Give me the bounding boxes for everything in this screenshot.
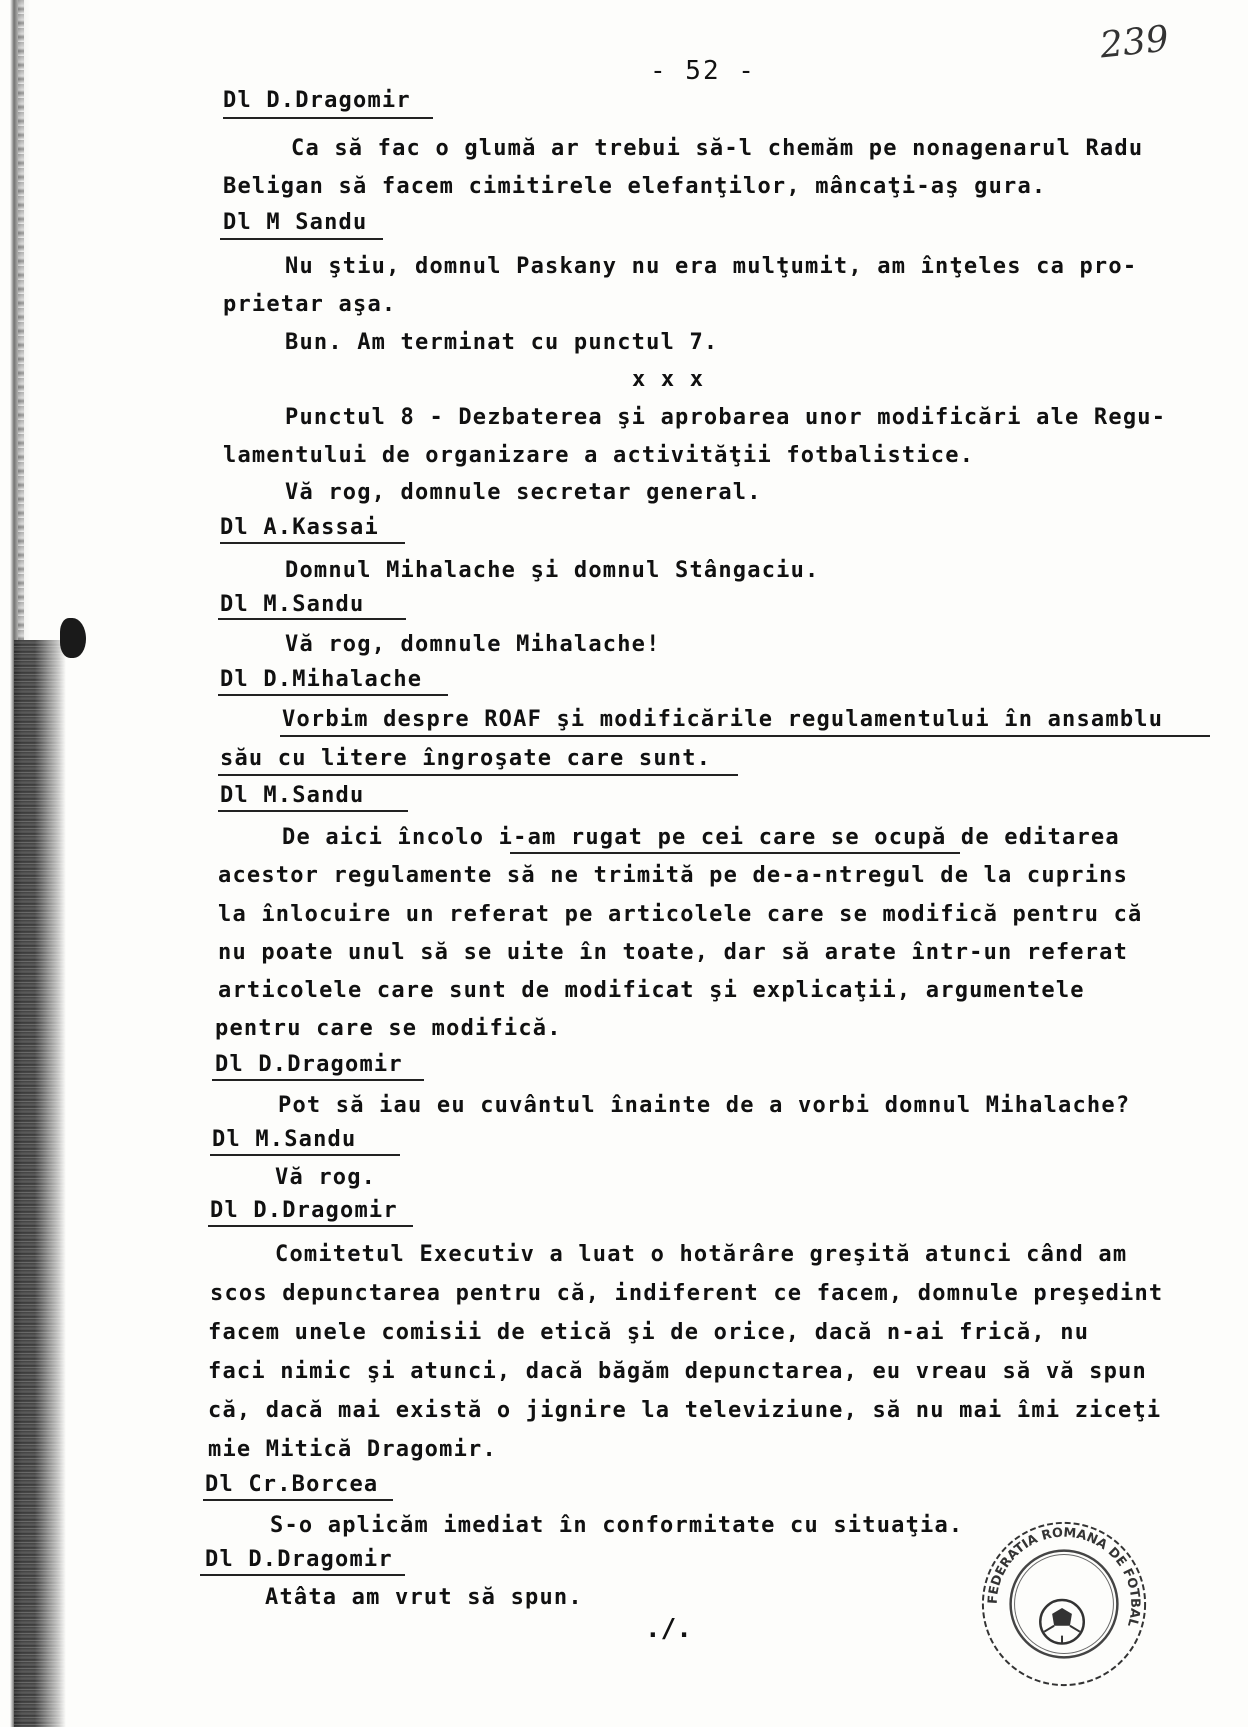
- speaker-label: Dl D.Dragomir: [215, 1052, 403, 1077]
- speaker-label: Dl D.Dragomir: [205, 1547, 393, 1572]
- speaker-label: Dl D.Mihalache: [220, 667, 423, 692]
- section-separator: x x x: [632, 367, 705, 392]
- transcript-line: Punctul 8 - Dezbaterea şi aprobarea unor modificări ale Regu-: [285, 405, 1167, 430]
- transcript-line: Nu ştiu, domnul Paskany nu era mulţumit, am înţeles ca pro-: [285, 254, 1138, 279]
- transcript-line: Bun. Am terminat cu punctul 7.: [285, 330, 719, 355]
- transcript-line: S-o aplicăm imediat în conformitate cu situaţia.: [270, 1513, 964, 1538]
- transcript-line: pentru care se modifică.: [215, 1016, 562, 1041]
- transcript-line: Vă rog.: [275, 1165, 377, 1190]
- speaker-label: Dl Cr.Borcea: [205, 1472, 379, 1497]
- transcript-line-underlined: său cu litere îngroşate care sunt.: [220, 746, 712, 771]
- page-number: - 52 -: [650, 56, 756, 86]
- transcript-line: facem unele comisii de etică şi de orice, dacă n-ai frică, nu: [208, 1320, 1090, 1345]
- transcript-line: nu poate unul să se uite în toate, dar să arate într-un referat: [218, 940, 1129, 965]
- speaker-label: Dl M.Sandu: [212, 1127, 357, 1152]
- transcript-line: De aici încolo i-am rugat pe cei care se ocupă de editarea: [282, 825, 1120, 850]
- transcript-line: Domnul Mihalache şi domnul Stângaciu.: [285, 558, 820, 583]
- transcript-line: Vă rog, domnule secretar general.: [285, 480, 762, 505]
- transcript-line: lamentului de organizare a activităţii fotbalistice.: [223, 443, 975, 468]
- transcript-line: acestor regulamente să ne trimită pe de-a-ntregul de la cuprins: [218, 863, 1129, 888]
- transcript-line: articolele care sunt de modificat şi explicaţii, argumentele: [218, 978, 1085, 1003]
- transcript-line: Atâta am vrut să spun.: [265, 1585, 583, 1610]
- scan-ink-blot: [60, 618, 86, 658]
- speaker-label: Dl D.Dragomir: [210, 1198, 398, 1223]
- transcript-line-underlined: Vorbim despre ROAF şi modificările regulamentului în ansamblu: [282, 707, 1164, 732]
- continuation-mark: ./.: [645, 1614, 692, 1644]
- transcript-line: prietar aşa.: [223, 292, 397, 317]
- transcript-line: faci nimic şi atunci, dacă băgăm depunctarea, eu vreau să vă spun: [208, 1359, 1147, 1384]
- speaker-label: Dl M Sandu: [223, 210, 368, 235]
- transcript-line: scos depunctarea pentru că, indiferent ce facem, domnule preşedint: [210, 1281, 1164, 1306]
- federation-seal: [975, 1515, 1153, 1693]
- transcript-line: Beligan să facem cimitirele elefanţilor, mâncaţi-aş gura.: [223, 174, 1047, 199]
- seal-text: FEDERATIA ROMANA DE FOTBAL: [985, 1525, 1143, 1629]
- transcript-line: la înlocuire un referat pe articolele care se modifică pentru că: [218, 902, 1143, 927]
- archive-number: 239: [1098, 18, 1171, 67]
- speaker-label: Dl A.Kassai: [220, 515, 379, 540]
- speaker-label: Dl M.Sandu: [220, 783, 365, 808]
- speaker-label: Dl M.Sandu: [220, 592, 365, 617]
- transcript-line: Ca să fac o glumă ar trebui să-l chemăm pe nonagenarul Radu: [291, 136, 1144, 161]
- transcript-line: Vă rog, domnule Mihalache!: [285, 632, 661, 657]
- transcript-line: mie Mitică Dragomir.: [208, 1437, 497, 1462]
- transcript-line: că, dacă mai există o jignire la televiziune, să nu mai îmi ziceţi: [208, 1398, 1162, 1423]
- transcript-line: Comitetul Executiv a luat o hotărâre greşită atunci când am: [275, 1242, 1128, 1267]
- transcript-line: Pot să iau eu cuvântul înainte de a vorbi domnul Mihalache?: [278, 1093, 1131, 1118]
- speaker-label: Dl D.Dragomir: [223, 88, 411, 113]
- scan-edge-shadow: [0, 0, 85, 1727]
- seal-graphic: [975, 1515, 1153, 1693]
